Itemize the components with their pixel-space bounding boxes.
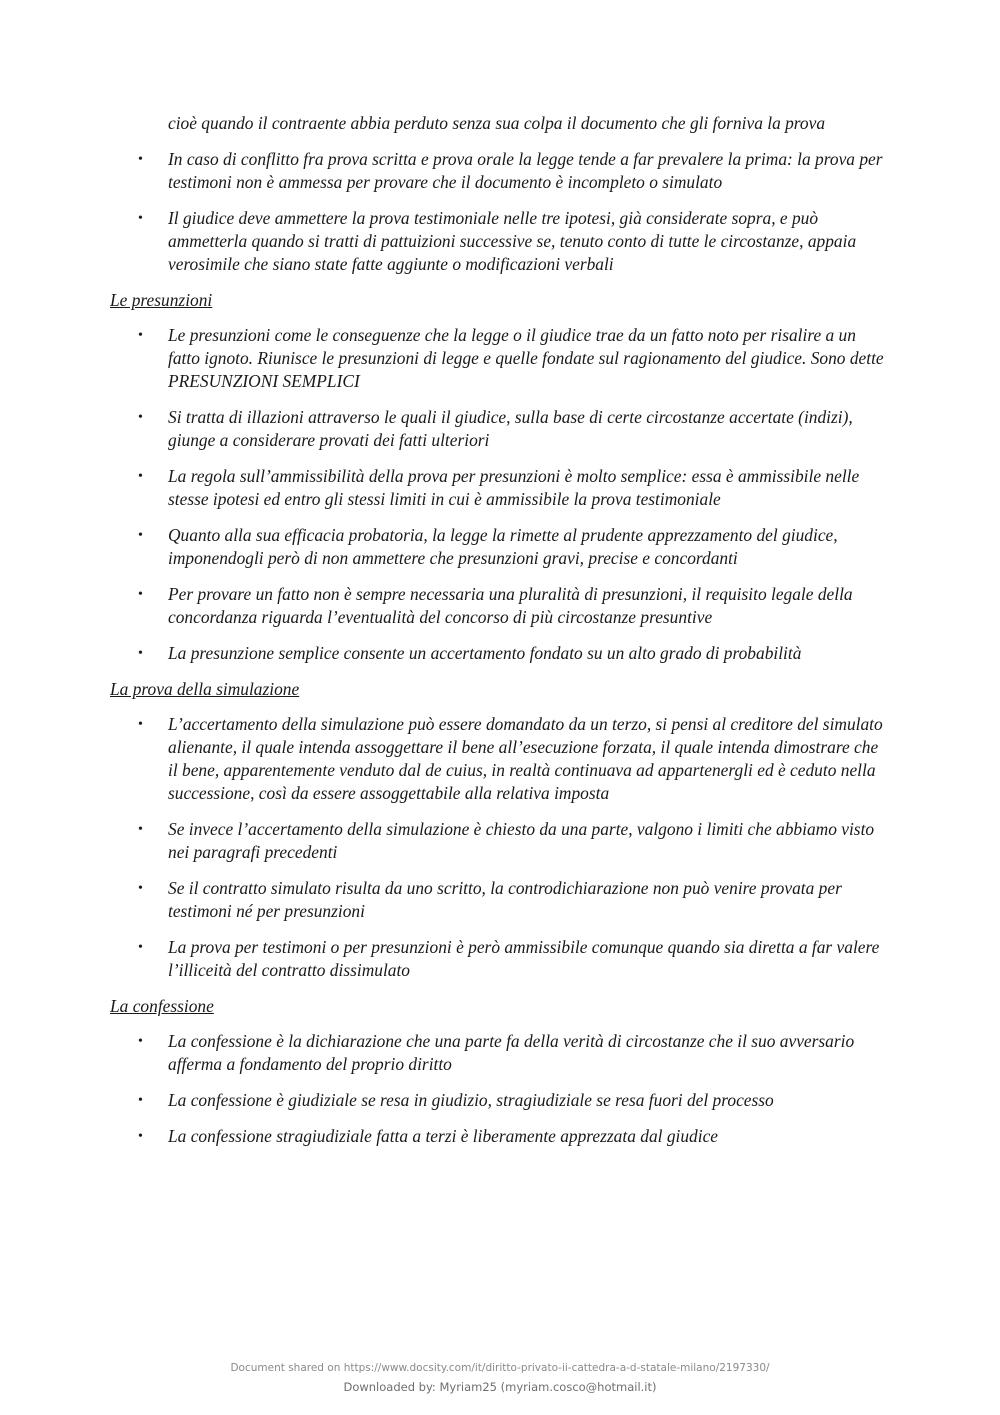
list-item (110, 818, 890, 864)
bullet-icon: • (138, 646, 143, 661)
list-item-text: La regola sull’ammissibilità della prova per presunzioni è molto semplice: essa è ammissibile nelle stesse ipotesi ed entro gli stessi limiti in cui è ammissibile la prova testimoniale (168, 466, 860, 509)
list-item-text: L’accertamento della simulazione può essere domandato da un terzo, si pensi al creditore del simulato alienante, il quale intenda assoggettare il bene all’esecuzione forzata, il quale intenda dimostrare che il bene, apparentemente venduto dal de cuius, in realtà continuava ad appartenergli ed è ceduto nella successione, così da essere assoggettabile alla relativa imposta (168, 714, 883, 803)
bullet-icon: • (138, 211, 143, 226)
list-item-text: La presunzione semplice consente un accertamento fondato su un alto grado di probabilità (168, 643, 802, 663)
list-item-text: La prova per testimoni o per presunzioni è però ammissibile comunque quando sia diretta a far valere l’illiceità del contratto dissimulato (168, 937, 880, 980)
continuation-paragraph: cioè quando il contraente abbia perduto senza sua colpa il documento che gli forniva la prova (168, 113, 826, 133)
list-item (110, 1125, 890, 1148)
list-item-text: Il giudice deve ammettere la prova testimoniale nelle tre ipotesi, già considerate sopra, e può ammetterla quando si tratti di pattuizioni successive se, tenuto conto di tutte le circostanze, appaia verosimile che siano state fatte aggiunte o modificazioni verbali (168, 208, 857, 274)
bullet-icon: • (138, 1129, 143, 1144)
bullet-icon: • (138, 152, 143, 167)
list-item (110, 207, 890, 276)
list-item (110, 1030, 890, 1076)
list-item-text: Per provare un fatto non è sempre necessaria una pluralità di presunzioni, il requisito legale della concordanza riguarda l’eventualità del concorso di più circostanze presuntive (168, 584, 853, 627)
list-item (110, 406, 890, 452)
list-item (110, 524, 890, 570)
shared-link-text: Document shared on https://www.docsity.com/it/diritto-privato-ii-cattedra-a-d-statale-milano/2197330/ (230, 1362, 770, 1374)
section-heading-presunzioni: Le presunzioni (110, 290, 213, 310)
list-item (110, 324, 890, 393)
intro-bullet-list (110, 148, 890, 276)
list-item (110, 583, 890, 629)
list-item (110, 713, 890, 805)
list-item-text: Le presunzioni come le conseguenze che la legge o il giudice trae da un fatto noto per risalire a un fatto ignoto. Riunisce le presunzioni di legge e quelle fondate sul ragionamento del giudice. Sono dette PRESUNZIONI SEMPLICI (168, 325, 884, 391)
list-item-text: Se invece l’accertamento della simulazione è chiesto da una parte, valgono i limiti che abbiamo visto nei paragrafi precedenti (168, 819, 875, 862)
bullet-icon: • (138, 528, 143, 543)
list-item (110, 936, 890, 982)
list-item-text: In caso di conflitto fra prova scritta e prova orale la legge tende a far prevalere la prima: la prova per testimoni non è ammessa per provare che il documento è incompleto o simulato (168, 149, 883, 192)
presunzioni-bullet-list (110, 324, 890, 665)
section-heading-simulazione: La prova della simulazione (110, 679, 300, 699)
bullet-icon: • (138, 587, 143, 602)
list-item-text: La confessione è la dichiarazione che una parte fa della verità di circostanze che il suo avversario afferma a fondamento del proprio diritto (168, 1031, 855, 1074)
list-item (110, 148, 890, 194)
bullet-icon: • (138, 328, 143, 343)
bullet-icon: • (138, 881, 143, 896)
list-item-text: La confessione stragiudiziale fatta a terzi è liberamente apprezzata dal giudice (168, 1126, 719, 1146)
confessione-bullet-list (110, 1030, 890, 1148)
downloaded-by-text: Downloaded by: Myriam25 (myriam.cosco@hotmail.it) (343, 1380, 657, 1394)
list-item-text: Si tratta di illazioni attraverso le quali il giudice, sulla base di certe circostanze accertate (indizi), giunge a considerare provati dei fatti ulteriori (168, 407, 853, 450)
section-heading-confessione: La confessione (110, 996, 214, 1016)
list-item (110, 877, 890, 923)
list-item (110, 465, 890, 511)
bullet-icon: • (138, 410, 143, 425)
list-item-text: La confessione è giudiziale se resa in giudizio, stragiudiziale se resa fuori del processo (168, 1090, 774, 1110)
bullet-icon: • (138, 822, 143, 837)
document-body (110, 112, 890, 1161)
simulazione-bullet-list (110, 713, 890, 982)
list-item-text: Se il contratto simulato risulta da uno scritto, la controdichiarazione non può venire provata per testimoni né per presunzioni (168, 878, 842, 921)
list-item-text: Quanto alla sua efficacia probatoria, la legge la rimette al prudente apprezzamento del giudice, imponendogli però di non ammettere che presunzioni gravi, precise e concordanti (168, 525, 838, 568)
bullet-icon: • (138, 940, 143, 955)
bullet-icon: • (138, 717, 143, 732)
bullet-icon: • (138, 1034, 143, 1049)
bullet-icon: • (138, 1093, 143, 1108)
list-item (110, 642, 890, 665)
bullet-icon: • (138, 469, 143, 484)
list-item (110, 1089, 890, 1112)
